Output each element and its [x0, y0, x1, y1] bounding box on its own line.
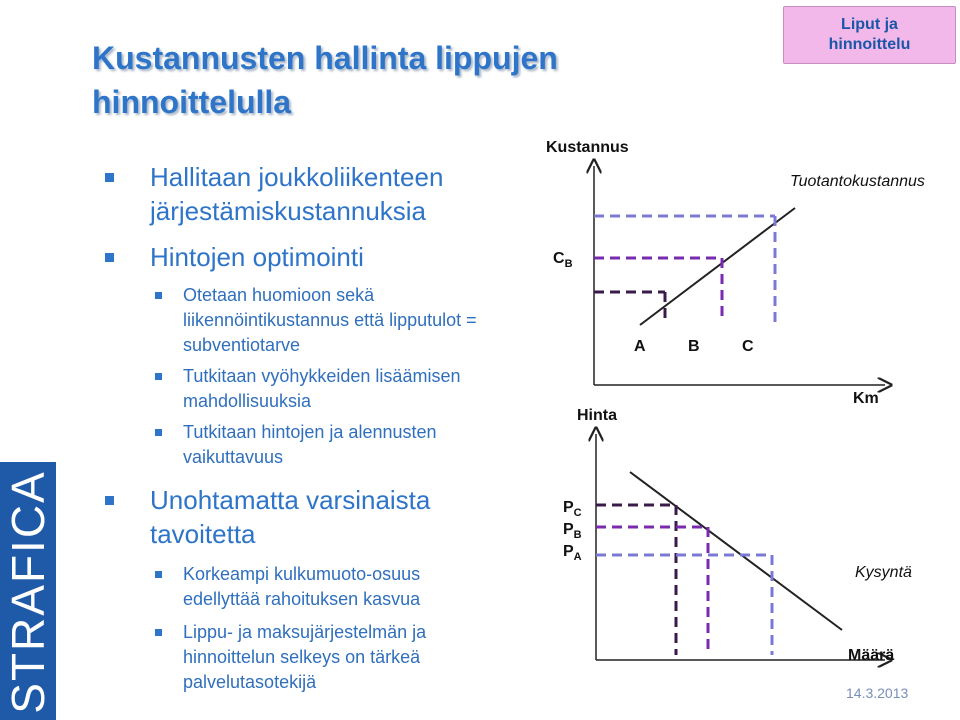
zone-b-label: B	[688, 338, 700, 355]
zone-c-label: C	[742, 338, 754, 355]
price-c-label: $P_C$	[563, 499, 582, 519]
bullet-line: mahdollisuuksia	[183, 391, 312, 411]
bullet-line: Hallitaan joukkoliikenteen	[150, 162, 444, 192]
bullet-line: Otetaan huomioon sekä	[183, 285, 375, 305]
bullet-line: Unohtamatta varsinaista	[150, 485, 431, 515]
strafica-logo	[0, 462, 56, 720]
title-line-1: Kustannusten hallinta lippujen	[92, 40, 558, 76]
bullet-line: järjestämiskustannuksia	[150, 196, 427, 226]
bullet-line: Tutkitaan vyöhykkeiden lisäämisen	[183, 366, 461, 386]
slide-date: 14.3.2013	[846, 685, 909, 701]
bullet-line: palvelutasotekijä	[183, 672, 317, 692]
cost-curve-label: Tuotantokustannus	[790, 173, 925, 190]
price-a-label: $P_A$	[563, 543, 582, 563]
demand-curve-label: Kysyntä	[855, 564, 912, 581]
bullet-line: subventiotarve	[183, 335, 301, 355]
top-y-axis-label: Kustannus	[546, 139, 629, 156]
bullet-line: Tutkitaan hintojen ja alennusten	[183, 422, 437, 442]
bullet-line: tavoitetta	[150, 519, 256, 549]
demand-curve	[630, 472, 842, 630]
top-x-axis-label: Km	[853, 390, 879, 407]
bullet-line: vaikuttavuus	[183, 447, 284, 467]
bullet-line: hinnoittelun selkeys on tärkeä	[183, 647, 421, 667]
bullet-line: Hintojen optimointi	[150, 242, 364, 272]
price-b-label: $P_B$	[563, 521, 582, 541]
bullet-line: Korkeampi kulkumuoto-osuus	[183, 564, 421, 584]
bullet-line: edellyttää rahoituksen kasvua	[183, 589, 421, 609]
title-line-2: hinnoittelulla	[92, 84, 292, 120]
bullet-line: liikennöintikustannus että lipputulot =	[183, 310, 477, 330]
zone-a-label: A	[634, 338, 646, 355]
bullet-line: Lippu- ja maksujärjestelmän ja	[183, 622, 427, 642]
bottom-x-axis-label: Määrä	[848, 647, 895, 664]
section-tab-line-2: hinnoittelu	[828, 36, 911, 53]
cost-curve	[640, 208, 795, 325]
cost-label: $C_B$	[553, 250, 573, 270]
logo-text: STRAFICA	[2, 470, 54, 714]
bottom-y-axis-label: Hinta	[577, 407, 617, 424]
section-tab-line-1: Liput ja	[841, 16, 898, 33]
